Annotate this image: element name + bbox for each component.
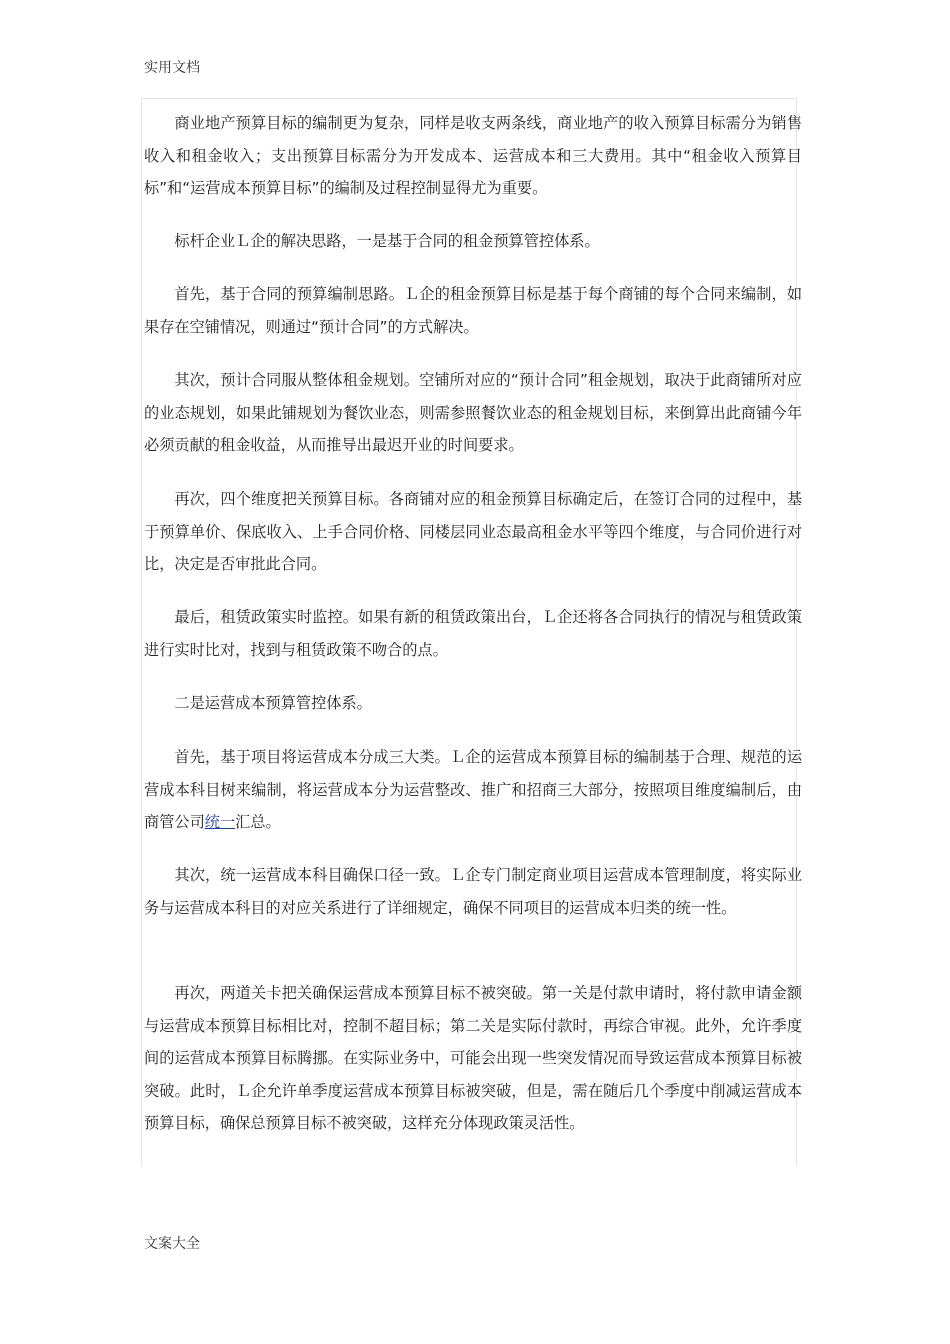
paragraph-6: 最后，租赁政策实时监控。如果有新的租赁政策出台，Ｌ企还将各合同执行的情况与租赁政策进行实时比对，找到与租赁政策不吻合的点。	[144, 608, 802, 659]
paragraph-8-before: 首先，基于项目将运营成本分成三大类。Ｌ企的运营成本预算目标的编制基于合理、规范的运营成本科目树来编制，将运营成本分为运营整改、推广和招商三大部分，按照项目维度编制后，由商管公司	[144, 748, 802, 831]
paragraph-9: 其次，统一运营成本科目确保口径一致。Ｌ企专门制定商业项目运营成本管理制度，将实际业务与运营成本科目的对应关系进行了详细规定，确保不同项目的运营成本归类的统一性。	[144, 866, 802, 917]
unify-link[interactable]: 统一	[204, 813, 236, 831]
paragraph-8-after: 汇总。	[235, 813, 281, 831]
paragraph-5: 再次，四个维度把关预算目标。各商铺对应的租金预算目标确定后，在签订合同的过程中，基于预算单价、保底收入、上手合同价格、同楼层同业态最高租金水平等四个维度，与合同价进行对比，决定是否审批此合同。	[144, 490, 802, 573]
paragraph-10: 再次，两道关卡把关确保运营成本预算目标不被突破。第一关是付款申请时，将付款申请金额与运营成本预算目标相比对，控制不超目标；第二关是实际付款时，再综合审视。此外，允许季度间的运营成本预算目标腾挪。在实际业务中，可能会出现一些突发情况而导致运营成本预算目标被突破。此时，Ｌ企允许单季度运营成本预算目标被突破，但是，需在随后几个季度中削减运营成本预算目标，确保总预算目标不被突破，这样充分体现政策灵活性。	[144, 984, 802, 1132]
paragraph-2: 标杆企业Ｌ企的解决思路，一是基于合同的租金预算管控体系。	[174, 232, 600, 250]
paragraph-7: 二是运营成本预算管控体系。	[174, 694, 372, 712]
paragraph-8	[144, 741, 802, 839]
paragraph-1: 商业地产预算目标的编制更为复杂，同样是收支两条线，商业地产的收入预算目标需分为销售收入和租金收入；支出预算目标需分为开发成本、运营成本和三大费用。其中“租金收入预算目标”和“运营成本预算目标”的编制及过程控制显得尤为重要。	[144, 114, 802, 197]
page-footer: 文案大全	[144, 1236, 200, 1252]
paragraph-4: 其次，预计合同服从整体租金规划。空铺所对应的“预计合同”租金规划，取决于此商铺所对应的业态规划，如果此铺规划为餐饮业态，则需参照餐饮业态的租金规划目标，来倒算出此商铺今年必须贡献的租金收益，从而推导出最迟开业的时间要求。	[144, 371, 802, 454]
page-header: 实用文档	[144, 60, 200, 76]
paragraph-3: 首先，基于合同的预算编制思路。Ｌ企的租金预算目标是基于每个商铺的每个合同来编制，如果存在空铺情况，则通过“预计合同”的方式解决。	[144, 285, 802, 336]
